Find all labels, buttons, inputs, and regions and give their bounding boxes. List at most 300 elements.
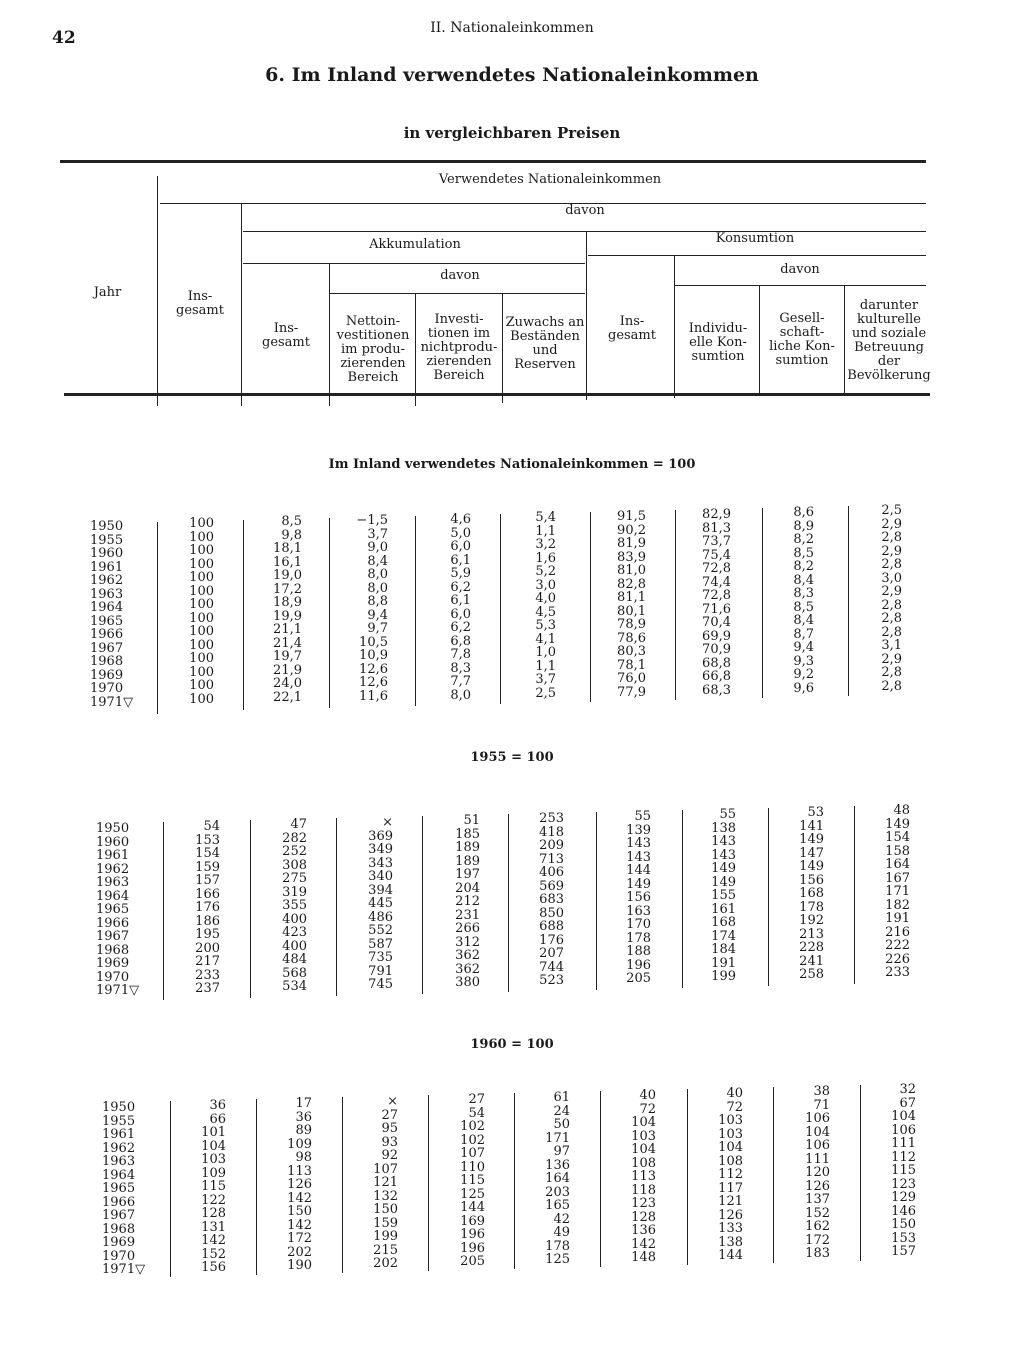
table-cell: 129 [891, 1190, 916, 1205]
table-cell: 163 [626, 903, 651, 919]
table-cell: 233 [195, 967, 220, 983]
table-cell: 552 [368, 923, 393, 938]
table-cell: 343 [368, 855, 393, 871]
table-cell: 21,1 [273, 622, 302, 637]
table-cell: 8,0 [367, 580, 388, 596]
table-cell: 1971▽ [96, 983, 140, 998]
table-cell: 174 [711, 928, 736, 944]
table-cell: 172 [287, 1231, 312, 1246]
table-cell: 266 [455, 921, 480, 936]
table-cell: 40 [726, 1086, 743, 1101]
header-davon-akk: davon [440, 268, 480, 283]
table-cell: 184 [711, 942, 736, 957]
table-cell: 683 [539, 892, 564, 907]
table-cell: 192 [799, 913, 824, 928]
table-cell: 8,4 [367, 553, 388, 569]
table-cell: 1961 [96, 848, 130, 863]
table-cell: 1963 [96, 875, 130, 890]
table-cell: 82,8 [617, 576, 646, 592]
table-cell: 18,1 [273, 541, 302, 556]
table-cell: 209 [539, 838, 564, 853]
table-cell: 149 [711, 861, 736, 876]
table-cell: 1970 [96, 969, 130, 985]
table-cell: 74,4 [702, 574, 731, 590]
section-3-divider [428, 1095, 429, 1271]
table-cell: 166 [195, 886, 220, 902]
table-cell: 9,3 [793, 653, 814, 669]
header-davon-kons: davon [780, 262, 820, 277]
table-cell: 170 [626, 917, 651, 932]
table-cell: 196 [626, 957, 651, 973]
table-cell: 8,3 [793, 586, 814, 601]
table-cell: 5,2 [535, 564, 556, 579]
table-cell: 109 [201, 1165, 226, 1181]
table-cell: 205 [626, 971, 651, 986]
table-cell: 123 [891, 1176, 916, 1192]
table-cell: 81,0 [617, 563, 646, 578]
table-cell: 5,0 [450, 525, 471, 541]
table-cell: 143 [711, 847, 736, 863]
section-2-col-kulturelle [866, 804, 910, 980]
table-cell: 101 [201, 1125, 226, 1140]
section-1-col-kons-insgesamt [602, 510, 646, 699]
table-cell: 157 [891, 1244, 916, 1259]
table-cell: 9,8 [281, 527, 302, 543]
table-cell: 113 [287, 1163, 312, 1179]
table-cell: 1965 [102, 1181, 136, 1196]
table-cell: 49 [553, 1225, 570, 1240]
table-cell: 169 [460, 1213, 485, 1229]
table-cell: 54 [468, 1105, 485, 1121]
table-cell: 185 [455, 826, 480, 842]
table-cell: 228 [799, 940, 824, 955]
table-subtitle: in vergleichbaren Preisen [403, 124, 621, 142]
table-cell: 400 [282, 911, 307, 927]
table-cell: 144 [626, 863, 651, 878]
table-cell: 136 [631, 1223, 656, 1238]
table-cell: 3,7 [367, 526, 388, 542]
table-cell: 133 [718, 1221, 743, 1236]
table-cell: 6,8 [450, 633, 471, 649]
table-cell: 369 [368, 828, 393, 844]
table-cell: 8,2 [793, 559, 814, 574]
table-cell: 17 [295, 1096, 312, 1111]
table-cell: 100 [189, 583, 214, 599]
table-cell: 55 [634, 809, 651, 824]
table-cell: 355 [282, 898, 307, 913]
section-2-divider [163, 822, 164, 1000]
section-2-divider [682, 810, 683, 988]
table-cell: 241 [799, 953, 824, 969]
table-cell: 735 [368, 950, 393, 965]
section-2-col-zuwachs [520, 812, 564, 988]
table-cell: 91,5 [617, 509, 646, 524]
table-cell: 4,6 [450, 512, 471, 527]
table-cell: 125 [460, 1186, 485, 1202]
table-cell: 106 [891, 1122, 916, 1138]
header-vline-3 [329, 264, 330, 406]
table-cell: 21,9 [273, 662, 302, 678]
table-cell: 100 [189, 597, 214, 612]
table-cell: 202 [373, 1256, 398, 1271]
table-cell: 850 [539, 905, 564, 921]
table-cell: 9,7 [367, 621, 388, 636]
table-cell: 131 [201, 1219, 226, 1235]
table-cell: 121 [373, 1175, 398, 1190]
header-rule-kons-2 [675, 285, 926, 286]
table-cell: 153 [195, 832, 220, 848]
table-cell: 4,1 [535, 631, 556, 647]
section-3-col-zuwachs [526, 1091, 570, 1267]
table-cell: 71,6 [702, 601, 731, 617]
table-cell: 231 [455, 907, 480, 923]
table-cell: 111 [805, 1151, 830, 1167]
table-cell: 1955 [102, 1113, 136, 1129]
table-cell: 189 [455, 840, 480, 855]
section-1-col-zuwachs [512, 511, 556, 700]
table-cell: 1967 [90, 640, 124, 656]
table-cell: 9,2 [793, 667, 814, 682]
table-cell: 149 [799, 859, 824, 874]
table-cell: 149 [626, 876, 651, 892]
table-cell: 144 [718, 1248, 743, 1263]
table-cell: 8,5 [793, 599, 814, 615]
table-cell: 159 [373, 1215, 398, 1231]
table-cell: 27 [468, 1092, 485, 1107]
table-cell: 744 [539, 959, 564, 975]
table-cell: 1968 [102, 1221, 136, 1237]
table-cell: 73,7 [702, 534, 731, 549]
table-cell: 445 [368, 896, 393, 911]
table-cell: 90,2 [617, 522, 646, 538]
table-cell: 10,9 [359, 648, 388, 663]
table-cell: 215 [373, 1242, 398, 1258]
section-2-divider [422, 816, 423, 994]
table-cell: 1969 [90, 667, 124, 683]
table-cell: 100 [189, 637, 214, 653]
table-cell: 400 [282, 938, 307, 954]
section-2-col-invest [436, 814, 480, 990]
table-cell: 103 [718, 1126, 743, 1142]
table-cell: 78,9 [617, 617, 646, 632]
table-cell: 1961 [90, 559, 124, 575]
table-cell: 253 [539, 811, 564, 826]
table-cell: 126 [805, 1178, 830, 1194]
table-cell: 19,0 [273, 568, 302, 583]
section-3-divider [600, 1091, 601, 1267]
header-gesellschaftliche: Gesell- schaft- liche Kon- sumtion [769, 311, 835, 368]
table-cell: 1965 [96, 902, 130, 917]
table-cell: 2,9 [881, 516, 902, 532]
table-cell: 100 [189, 516, 214, 531]
table-cell: 8,5 [793, 545, 814, 561]
table-cell: 217 [195, 954, 220, 969]
section-3-divider [773, 1087, 774, 1263]
table-cell: 6,2 [450, 579, 471, 595]
table-cell: 1962 [102, 1140, 136, 1156]
table-cell: 189 [455, 853, 480, 869]
table-cell: 138 [718, 1234, 743, 1250]
table-cell: 2,8 [881, 597, 902, 613]
table-cell: 47 [290, 817, 307, 832]
section-3-divider [514, 1093, 515, 1269]
section-3-col-kons-insgesamt [612, 1089, 656, 1265]
table-cell: 24 [553, 1103, 570, 1119]
table-cell: 4,0 [535, 591, 556, 606]
table-cell: 8,8 [367, 594, 388, 609]
table-cell: 142 [201, 1233, 226, 1248]
section-2-years [96, 822, 156, 998]
table-cell: 2,8 [881, 530, 902, 545]
table-cell: 136 [545, 1157, 570, 1173]
section-1-col-gesellschaftliche [770, 506, 814, 695]
table-cell: 1968 [96, 942, 130, 958]
table-cell: 71 [813, 1097, 830, 1113]
table-cell: 61 [553, 1090, 570, 1105]
table-cell: 362 [455, 948, 480, 963]
section-1-years [90, 520, 150, 709]
table-cell: 1965 [90, 613, 124, 629]
table-cell: 222 [885, 938, 910, 953]
table-cell: 137 [805, 1192, 830, 1207]
table-cell: 103 [201, 1152, 226, 1167]
table-cell: 182 [885, 897, 910, 913]
table-cell: 104 [631, 1115, 656, 1130]
table-cell: 1966 [90, 627, 124, 642]
table-cell: 104 [718, 1140, 743, 1155]
table-cell: 178 [545, 1238, 570, 1254]
table-cell: 80,3 [617, 644, 646, 659]
table-cell: 143 [626, 836, 651, 851]
table-cell: 171 [545, 1130, 570, 1146]
table-cell: 164 [885, 857, 910, 872]
table-cell: 204 [455, 880, 480, 896]
table-cell: 2,8 [881, 611, 902, 626]
table-cell: 78,1 [617, 657, 646, 673]
table-cell: 213 [799, 926, 824, 942]
section-3-divider [256, 1099, 257, 1275]
table-cell: 190 [287, 1258, 312, 1273]
table-cell: 258 [799, 967, 824, 982]
table-cell: 171 [885, 884, 910, 899]
table-cell: 3,1 [881, 638, 902, 653]
table-cell: 2,9 [881, 543, 902, 559]
table-cell: 106 [805, 1111, 830, 1126]
table-cell: 207 [539, 946, 564, 961]
section-3-col-individuelle [699, 1087, 743, 1263]
section-2-divider [854, 806, 855, 984]
table-cell: 1966 [96, 915, 130, 931]
table-cell: 156 [799, 872, 824, 888]
table-cell: −1,5 [356, 513, 388, 528]
table-cell: 275 [282, 871, 307, 886]
table-cell: 3,0 [881, 570, 902, 586]
table-cell: 195 [195, 927, 220, 942]
table-cell: 143 [711, 834, 736, 849]
section-1-title: Im Inland verwendetes Nationaleinkommen = 100 [328, 457, 696, 472]
section-1-divider [329, 518, 330, 708]
table-cell: 2,8 [881, 557, 902, 572]
table-cell: 152 [201, 1246, 226, 1262]
header-vline-7 [674, 256, 675, 398]
table-cell: 569 [539, 878, 564, 894]
table-cell: 66 [209, 1111, 226, 1127]
table-cell: × [382, 815, 393, 830]
table-cell: 1960 [96, 834, 130, 850]
table-cell: 148 [631, 1250, 656, 1265]
section-3-col-gesellschaftliche [786, 1085, 830, 1261]
table-cell: 3,2 [535, 537, 556, 552]
table-cell: 8,7 [793, 626, 814, 642]
table-cell: 5,9 [450, 566, 471, 581]
table-cell: 149 [885, 816, 910, 832]
table-cell: 32 [899, 1082, 916, 1097]
table-cell: 8,0 [450, 687, 471, 703]
table-cell: 2,8 [881, 678, 902, 694]
table-cell: 157 [195, 873, 220, 888]
section-1-divider [848, 506, 849, 696]
table-cell: 186 [195, 913, 220, 929]
table-cell: 8,4 [793, 572, 814, 588]
header-zuwachs: Zuwachs an Beständen und Reserven [505, 315, 585, 372]
table-cell: 1969 [96, 956, 130, 971]
table-cell: 1967 [102, 1208, 136, 1223]
table-cell: 18,9 [273, 595, 302, 610]
table-cell: 72,8 [702, 561, 731, 576]
table-cell: 196 [460, 1227, 485, 1242]
table-cell: 128 [631, 1209, 656, 1225]
table-cell: 394 [368, 882, 393, 898]
header-nettoinvestitionen: Nettoin- vestitionen im produ- zierenden Bereich [336, 314, 410, 385]
table-cell: 100 [189, 651, 214, 666]
section-2-col-kons-insgesamt [607, 810, 651, 986]
table-cell: 282 [282, 830, 307, 846]
section-2-col-akk-insgesamt [263, 818, 307, 994]
table-cell: 68,8 [702, 655, 731, 671]
table-cell: 107 [460, 1146, 485, 1161]
table-cell: 8,4 [793, 613, 814, 628]
table-cell: 2,8 [881, 665, 902, 680]
section-3-col-insgesamt [182, 1099, 226, 1275]
table-cell: 188 [626, 944, 651, 959]
section-2-col-insgesamt [176, 820, 220, 996]
header-jahr: Jahr [93, 285, 122, 300]
section-1-col-insgesamt [170, 517, 214, 706]
table-cell: 42 [553, 1211, 570, 1227]
table-cell: 97 [553, 1144, 570, 1159]
header-rule-3 [243, 231, 926, 232]
table-cell: 178 [799, 899, 824, 915]
section-3-col-netto [354, 1095, 398, 1271]
table-cell: 1950 [102, 1100, 136, 1115]
table-cell: 9,4 [793, 640, 814, 655]
section-1-col-kulturelle [858, 504, 902, 693]
table-cell: 156 [201, 1260, 226, 1275]
table-cell: 3,7 [535, 672, 556, 687]
section-3-divider [860, 1085, 861, 1261]
table-cell: 104 [805, 1124, 830, 1140]
table-cell: 83,9 [617, 549, 646, 565]
table-cell: 92 [381, 1148, 398, 1163]
table-cell: 150 [373, 1202, 398, 1217]
table-cell: 226 [885, 951, 910, 967]
table-cell: 103 [631, 1128, 656, 1144]
header-rule-akk-2 [330, 293, 585, 294]
section-2-col-gesellschaftliche [780, 806, 824, 982]
table-cell: 484 [282, 952, 307, 967]
table-cell: 9,0 [367, 540, 388, 555]
table-cell: 110 [460, 1159, 485, 1175]
table-cell: 51 [463, 813, 480, 828]
section-3-divider [170, 1101, 171, 1277]
table-cell: 55 [719, 807, 736, 822]
table-cell: 36 [209, 1098, 226, 1113]
table-cell: 68,3 [702, 682, 731, 698]
table-cell: 1966 [102, 1194, 136, 1210]
table-cell: 123 [631, 1196, 656, 1211]
table-cell: 233 [885, 965, 910, 980]
table-cell: 27 [381, 1107, 398, 1123]
table-cell: 104 [201, 1138, 226, 1154]
table-cell: 89 [295, 1123, 312, 1138]
section-2-divider [336, 818, 337, 996]
table-cell: 362 [455, 961, 480, 977]
table-cell: 1950 [96, 821, 130, 836]
table-cell: 203 [545, 1184, 570, 1200]
section-1-divider [762, 508, 763, 698]
table-cell: 112 [718, 1167, 743, 1182]
table-cell: 19,7 [273, 649, 302, 664]
table-cell: 2,9 [881, 584, 902, 599]
table-cell: 1964 [102, 1167, 136, 1183]
table-cell: 50 [553, 1117, 570, 1132]
table-cell: 161 [711, 901, 736, 917]
table-cell: 72 [639, 1101, 656, 1117]
table-cell: 1,1 [535, 523, 556, 539]
table-cell: 568 [282, 965, 307, 981]
table-cell: 1970 [102, 1248, 136, 1264]
table-cell: 21,4 [273, 635, 302, 651]
table-cell: 75,4 [702, 547, 731, 563]
table-cell: 24,0 [273, 676, 302, 691]
table-cell: 142 [631, 1236, 656, 1252]
table-cell: 12,6 [359, 661, 388, 677]
table-cell: 146 [891, 1203, 916, 1219]
table-cell: 100 [189, 556, 214, 572]
section-3-col-akk-insgesamt [268, 1097, 312, 1273]
table-cell: 319 [282, 884, 307, 900]
table-cell: 11,6 [359, 688, 388, 704]
table-cell: 80,1 [617, 603, 646, 619]
table-cell: 143 [626, 849, 651, 865]
table-cell: 53 [807, 805, 824, 820]
header-top-rule [60, 160, 926, 163]
table-cell: 7,7 [450, 674, 471, 689]
table-cell: 308 [282, 857, 307, 873]
table-cell: 1963 [102, 1154, 136, 1169]
table-cell: 12,6 [359, 675, 388, 690]
table-cell: 149 [799, 832, 824, 847]
table-cell: 6,2 [450, 620, 471, 635]
table-cell: 4,5 [535, 604, 556, 620]
table-cell: 1955 [90, 532, 124, 548]
table-cell: 340 [368, 869, 393, 884]
table-cell: 2,5 [881, 503, 902, 518]
table-cell: 111 [891, 1136, 916, 1151]
table-cell: 167 [885, 870, 910, 886]
table-cell: 155 [711, 888, 736, 903]
table-cell: 418 [539, 824, 564, 840]
